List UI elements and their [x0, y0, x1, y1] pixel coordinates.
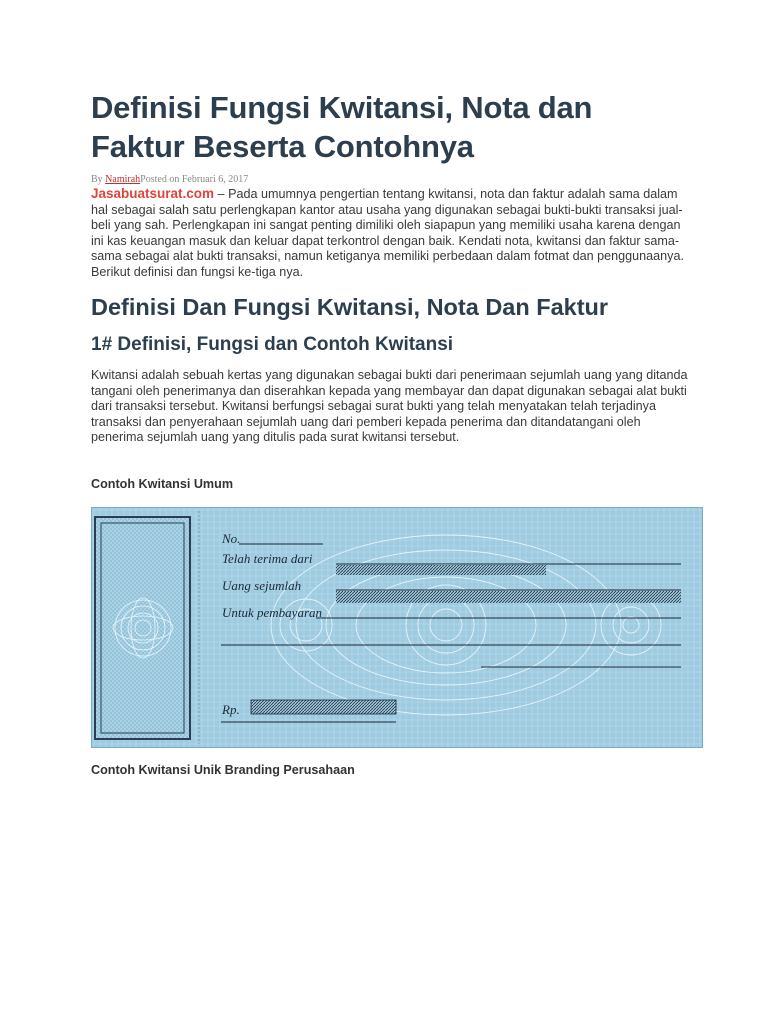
intro-paragraph: [91, 186, 691, 281]
receipt-no-label: No.: [222, 531, 241, 546]
receipt-stub: [95, 517, 190, 739]
receipt-purpose-label: Untuk pembayaran: [222, 605, 323, 620]
intro-text: – Pada umumnya pengertian tentang kwitansi, nota dan faktur adalah sama dalam hal sebagai salah satu perlengkapan kantor atau usaha yang digunakan sebagai bukti-bukti transaksi jual-beli yang sah. Perlengkapan ini sangat penting dimiliki oleh siapapun yang memiliki usaha karena dengan ini kas keuangan masuk dan keluar dapat terkontrol dengan baik. Kendati nota, kwitansi dan faktur sama-sama sebagai alat bukti transaksi, namun ketiganya memiliki perbedaan dalam fotmat dan penggunaanya. Berikut definisi dan fungsi ke-tiga nya.: [91, 187, 684, 279]
body-paragraph: Kwitansi adalah sebuah kertas yang digunakan sebagai bukti dari penerimaan sejumlah uang yang ditanda tangani oleh penerimanya dan diserahkan kepada yang membayar dan dapat digunakan sebagai alat bukti dari transaksi tersebut. Kwitansi berfungsi sebagai surat bukti yang telah menyatakan telah terjadinya transaksi dan penyerahaan sejumlah uang dari pemberi kepada penerima dan ditandatangani oleh penerima sejumlah uang yang ditulis pada surat kwitansi tersebut.: [91, 368, 688, 445]
meta-posted: Posted on Februari 6, 2017: [140, 174, 249, 185]
subsection-heading: 1# Definisi, Fungsi dan Contoh Kwitansi: [91, 334, 454, 355]
receipt-amount-label: Uang sejumlah: [222, 578, 302, 593]
meta-by: By: [91, 174, 106, 185]
receipt-image: [91, 507, 703, 748]
caption-kwitansi-branding: Contoh Kwitansi Unik Branding Perusahaan: [91, 763, 355, 777]
article-title: Definisi Fungsi Kwitansi, Nota dan Faktur Beserta Contohnya: [91, 90, 593, 164]
author-link[interactable]: Namirah: [105, 174, 141, 185]
post-meta: [91, 174, 248, 185]
section-heading: Definisi Dan Fungsi Kwitansi, Nota Dan Faktur: [91, 294, 609, 320]
receipt-received-label: Telah terima dari: [222, 551, 313, 566]
caption-kwitansi-umum: Contoh Kwitansi Umum: [91, 477, 234, 491]
site-name: Jasabuatsurat.com: [91, 186, 215, 201]
receipt-rp-label: Rp.: [222, 702, 240, 717]
